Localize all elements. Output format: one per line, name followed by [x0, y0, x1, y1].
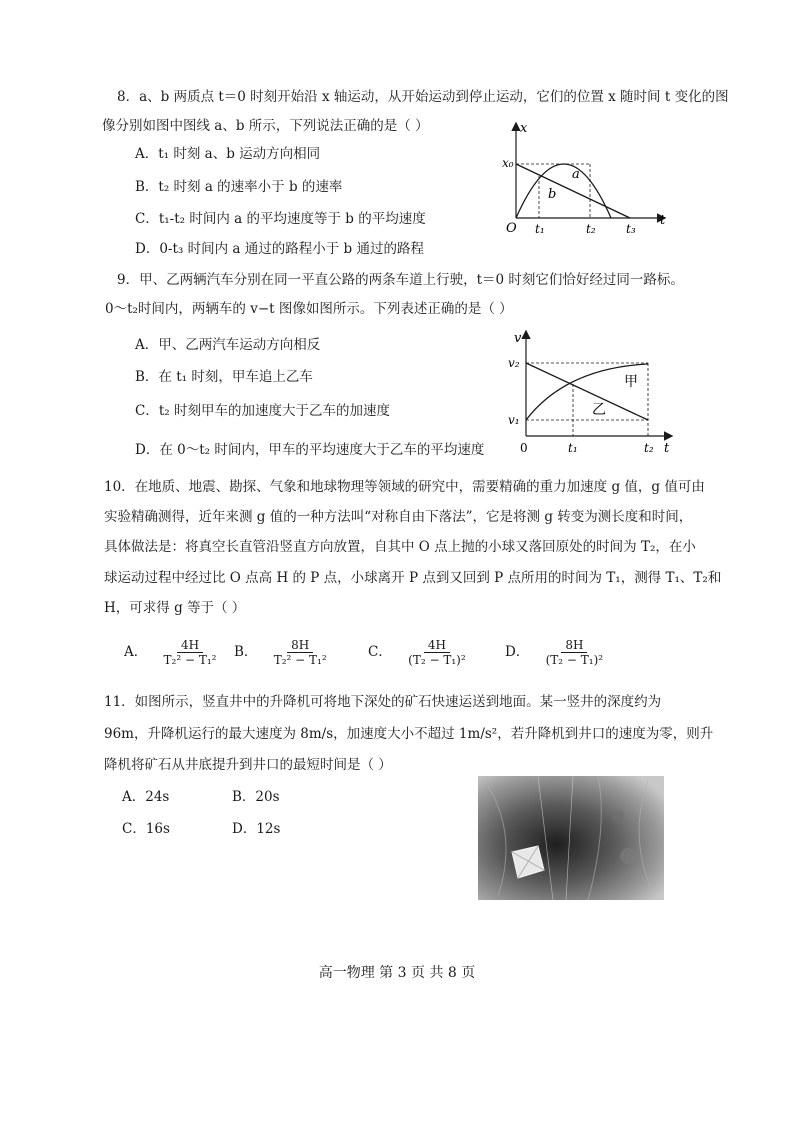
q9-t1-label: t₁ [568, 441, 578, 455]
page-footer: 高一物理 第 3 页 共 8 页 [318, 965, 476, 981]
q9-v2-label: v₂ [508, 356, 520, 370]
q8-curve-a [516, 164, 611, 218]
q9-option-c: C．t₂ 时刻甲车的加速度大于乙车的加速度 [135, 403, 390, 419]
q8-stem-line2: 像分别如图中图线 a、b 所示，下列说法正确的是（ ） [102, 118, 429, 134]
q10-option-b-label: B． [234, 644, 258, 660]
q11-option-b: B．20s [232, 789, 280, 805]
q10-option-a-numerator: 4H [177, 638, 203, 653]
q9-stem-line2: 0～t₂时间内，两辆车的 v−t 图像如图所示。下列表述正确的是（ ） [105, 301, 513, 317]
q9-jia-label: 甲 [624, 374, 638, 390]
q10-option-d-numerator: 8H [561, 638, 587, 653]
q10-option-c-label: C． [368, 644, 392, 660]
q8-xt-graph [498, 118, 673, 240]
q8-y-label: x [520, 121, 528, 136]
q10-line3: 具体做法是：将真空长直管沿竖直方向放置，自其中 O 点上抛的小球又落回原处的时间为 T₂，在小 [104, 539, 696, 555]
q10-option-a [124, 638, 220, 667]
q9-origin-label: 0 [520, 441, 528, 455]
q9-x-label: t [664, 441, 670, 456]
q8-option-a: A．t₁ 时刻 a、b 运动方向相同 [135, 146, 321, 162]
q8-curve-a-label: a [572, 167, 580, 182]
q10-line4: 球运动过程中经过比 O 点高 H 的 P 点，小球离开 P 点到又回到 P 点所用的时间为 T₁，测得 T₁、T₂和 [104, 570, 722, 586]
q11-line3: 降机将矿石从井底提升到井口的最短时间是（ ） [104, 757, 392, 773]
q10-option-c-fraction [404, 638, 470, 667]
q11-line2: 96m，升降机运行的最大速度为 8m/s，加速度大小不超过 1m/s²，若升降机到井口的速度为零，则升 [104, 726, 714, 742]
q8-option-c: C．t₁-t₂ 时间内 a 的平均速度等于 b 的平均速度 [135, 211, 426, 227]
q10-option-c-denominator: (T₂ − T₁)² [408, 653, 466, 667]
q10-option-b [234, 638, 331, 667]
q10-option-a-denominator: T₂² − T₁² [163, 653, 217, 667]
q10-line1: 10．在地质、地震、勘探、气象和地球物理等领域的研究中，需要精确的重力加速度 g 值，g 值可由 [104, 479, 705, 495]
q9-vt-graph [506, 328, 678, 458]
q8-t3-label: t₃ [626, 222, 636, 236]
q11-option-a: A．24s [122, 789, 170, 805]
q10-option-b-fraction [270, 638, 331, 667]
q10-option-a-label: A． [124, 644, 148, 660]
q10-option-a-fraction [160, 638, 221, 667]
q10-option-b-denominator: T₂² − T₁² [273, 653, 327, 667]
q9-t2-label: t₂ [644, 441, 654, 455]
q8-x0-label: x₀ [502, 156, 514, 170]
q8-origin-label: O [506, 221, 517, 236]
q10-option-c [368, 638, 470, 667]
q10-option-d-fraction [542, 638, 608, 667]
q9-y-label: v [514, 331, 522, 346]
q8-option-d: D．0-t₃ 时间内 a 通过的路程小于 b 通过的路程 [135, 241, 424, 257]
q11-option-c: C．16s [122, 821, 170, 837]
q11-line1: 11．如图所示，竖直井中的升降机可将地下深处的矿石快速运送到地面。某一竖井的深度约为 [104, 694, 662, 710]
q8-option-b: B．t₂ 时刻 a 的速率小于 b 的速率 [135, 179, 343, 195]
q9-yi-label: 乙 [592, 402, 606, 418]
q8-stem-line1: 8．a、b 两质点 t＝0 时刻开始沿 x 轴运动，从开始运动到停止运动，它们的位置 x 随时间 t 变化的图 [117, 89, 729, 105]
q8-t2-label: t₂ [586, 222, 596, 236]
q9-option-a: A．甲、乙两汽车运动方向相反 [135, 337, 321, 353]
q10-option-d-denominator: (T₂ − T₁)² [545, 653, 604, 667]
q10-option-d-label: D． [505, 644, 530, 660]
q10-line5: H，可求得 g 等于（ ） [104, 600, 246, 616]
q9-option-d: D．在 0～t₂ 时间内，甲车的平均速度大于乙车的平均速度 [135, 442, 485, 458]
q9-stem-line1: 9．甲、乙两辆汽车分别在同一平直公路的两条车道上行驶，t＝0 时刻它们恰好经过同一路标。 [117, 272, 684, 288]
q8-x-label: t [660, 213, 666, 228]
q10-option-b-numerator: 8H [287, 638, 313, 653]
q8-t1-label: t₁ [535, 222, 545, 236]
q9-v1-label: v₁ [508, 413, 520, 427]
q9-option-b: B．在 t₁ 时刻，甲车追上乙车 [135, 369, 313, 385]
q10-option-c-numerator: 4H [424, 638, 450, 653]
q9-line-yi [526, 363, 648, 420]
q8-line-b-label: b [548, 187, 557, 202]
q10-option-d [505, 638, 607, 667]
q10-line2: 实验精确测得，近年来测 g 值的一种方法叫“对称自由下落法”，它是将测 g 转变为测长度和时间， [104, 509, 693, 525]
q11-option-d: D．12s [232, 821, 281, 837]
mine-shaft-photo [478, 776, 664, 900]
